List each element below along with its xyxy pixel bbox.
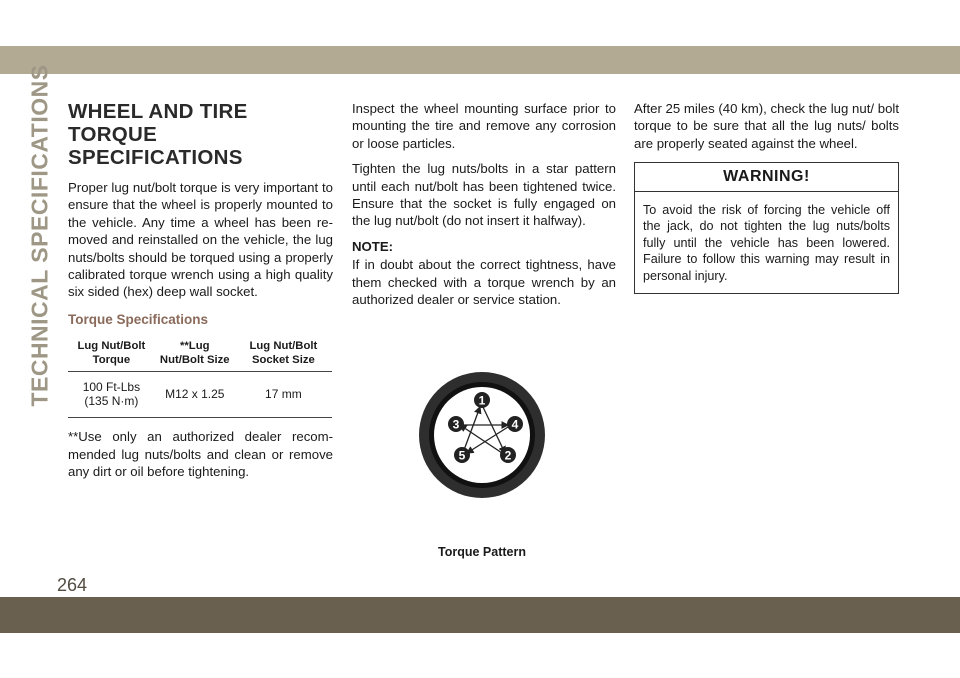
table-header-torque: Lug Nut/Bolt Torque: [68, 336, 155, 372]
column-right: [634, 100, 899, 294]
warning-text: To avoid the risk of forcing the vehicle off the jack, do not tighten the lug nuts/bolts fully until the vehicle has been lowered. Failure to follow this warning may result in personal injury.: [643, 202, 890, 283]
lug-label-1: 1: [478, 393, 486, 408]
table-footnote: **Use only an authorized dealer recom-mended lug nuts/bolts and clean or remove any dirt or oil before tightening.: [68, 429, 333, 480]
warning-box: [634, 162, 899, 293]
torque-spec-table: [68, 336, 332, 418]
warning-title: WARNING!: [635, 163, 898, 191]
lug-label-3: 3: [452, 417, 460, 432]
tighten-paragraph: Tighten the lug nuts/bolts in a star pattern until each nut/bolt has been tightened twice. Ensure that the socket is fully engaged on the lug nut/bolt (do not insert it halfway).: [352, 161, 616, 229]
lug-marker-5: [454, 447, 470, 463]
table-cell-torque: 100 Ft-Lbs (135 N·m): [82, 380, 141, 409]
lug-marker-3: [448, 416, 464, 432]
footer-url[interactable]: carmanualsonline.info: [594, 647, 818, 673]
table-cell-socket: 17 mm: [265, 387, 302, 402]
page-number: 264: [57, 575, 88, 595]
lug-marker-2: [500, 447, 516, 463]
torque-pattern-diagram: [412, 365, 552, 505]
section-heading-line2: SPECIFICATIONS: [68, 146, 243, 169]
lug-label-4: 4: [511, 417, 519, 432]
table-header-row: [68, 336, 332, 372]
column-left: [68, 100, 333, 488]
table-header-socket: Lug Nut/Bolt Socket Size: [235, 336, 332, 372]
section-heading-line1: WHEEL AND TIRE TORQUE: [68, 100, 248, 146]
intro-paragraph: Proper lug nut/bolt torque is very important to ensure that the wheel is properly mounted to the vehicle. Any time a wheel has been re-moved and reinstalled on the vehicle, the lug nuts/bolts should be torqued using a properly calibrated torque wrench using a high quality six sided (hex) deep wall socket.: [68, 180, 333, 300]
header-band: [0, 46, 960, 74]
section-heading: [68, 100, 333, 169]
column-middle: [352, 100, 616, 316]
torque-spec-subheading: Torque Specifications: [68, 311, 209, 327]
note-label: NOTE:: [352, 238, 394, 254]
recheck-paragraph: After 25 miles (40 km), check the lug nut/ bolt torque to be sure that all the lug nuts/ bolts are properly seated against the wheel.: [634, 101, 899, 151]
section-tab-label: TECHNICAL SPECIFICATIONS: [26, 63, 53, 407]
note-text: If in doubt about the correct tightness, have them checked with a torque wrench by an authorized dealer or service station.: [352, 257, 616, 308]
footer-band: [0, 597, 960, 633]
table-header-size: **Lug Nut/Bolt Size: [155, 336, 235, 372]
lug-label-2: 2: [504, 448, 512, 463]
table-cell-size: M12 x 1.25: [165, 387, 225, 402]
figure-caption: Torque Pattern: [438, 545, 526, 559]
table-row: [68, 372, 332, 418]
lug-marker-1: [474, 392, 490, 408]
warning-body: [635, 192, 898, 293]
section-tab: [26, 63, 53, 407]
inspect-paragraph: Inspect the wheel mounting surface prior to mounting the tire and remove any corrosion or loose particles.: [352, 101, 616, 151]
lug-label-5: 5: [458, 448, 466, 463]
lug-marker-4: [507, 416, 523, 432]
